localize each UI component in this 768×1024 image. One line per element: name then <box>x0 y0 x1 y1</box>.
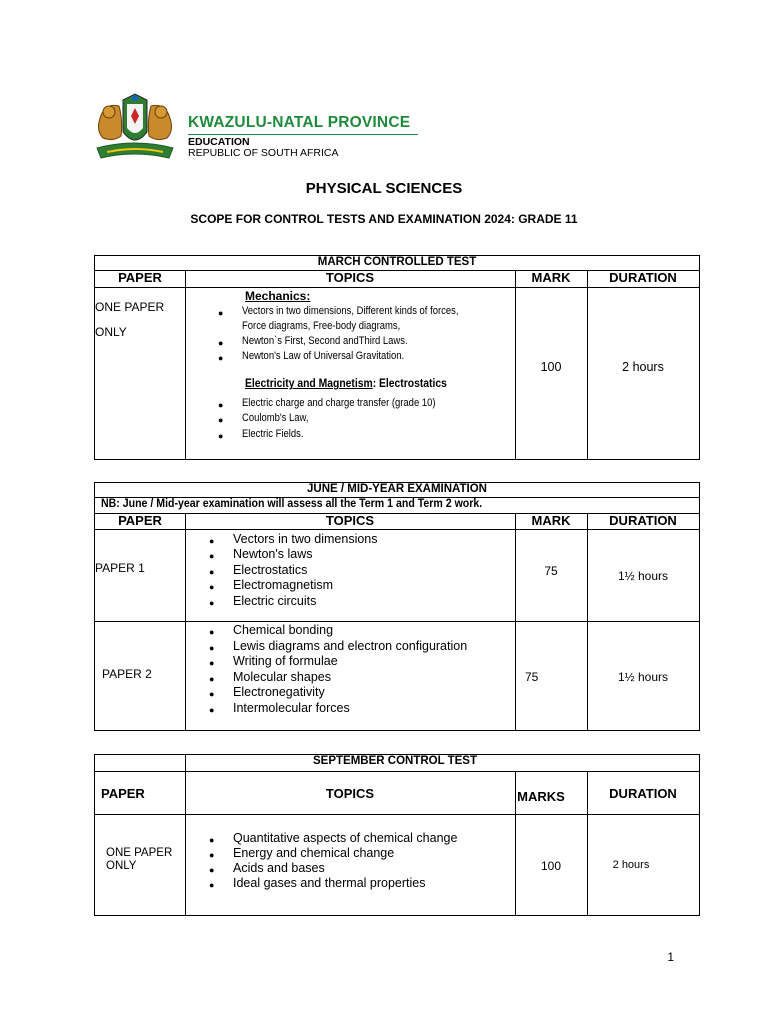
republic-name: REPUBLIC OF SOUTH AFRICA <box>188 147 339 159</box>
mechanics-topic: Vectors in two dimensions, Different kinds of forces, <box>242 305 459 317</box>
june-paper2-topic: Chemical bonding <box>233 623 334 637</box>
bullet-icon: ● <box>209 689 215 699</box>
page-number: 1 <box>667 950 674 964</box>
june-paper1-topic: Electromagnetism <box>233 578 334 592</box>
bullet-icon: ● <box>209 567 215 577</box>
mechanics-topic: Newton`s First, Second andThird Laws. <box>242 335 408 347</box>
june-paper2-topic: Writing of formulae <box>233 654 338 668</box>
bullet-icon: ● <box>209 643 215 653</box>
bullet-icon: ● <box>209 627 215 637</box>
bullet-icon: ● <box>209 850 215 860</box>
september-paper-line2: ONLY <box>106 860 137 872</box>
june-paper1-topic: Newton's laws <box>233 547 313 561</box>
march-col-paper: PAPER <box>118 270 162 285</box>
bullet-icon: ● <box>209 536 215 546</box>
june-paper2-topic: Intermolecular forces <box>233 701 350 715</box>
june-col-paper: PAPER <box>118 513 162 528</box>
page-subtitle: SCOPE FOR CONTROL TESTS AND EXAMINATION 2024: GRADE 11 <box>190 212 578 226</box>
bullet-icon: ● <box>209 705 215 715</box>
province-name: KWAZULU-NATAL PROVINCE <box>188 114 411 131</box>
bullet-icon: ● <box>218 415 224 425</box>
september-mark: 100 <box>540 859 562 873</box>
june-paper2-name: PAPER 2 <box>102 667 152 681</box>
june-paper2-topic: Lewis diagrams and electron configuration <box>233 639 468 653</box>
september-col-topics: TOPICS <box>325 786 375 801</box>
september-topic: Energy and chemical change <box>233 846 395 860</box>
september-col-duration: DURATION <box>609 786 677 801</box>
september-table <box>94 754 700 916</box>
september-col-paper: PAPER <box>101 786 145 801</box>
march-paper-line1: ONE PAPER <box>95 300 165 314</box>
bullet-icon: ● <box>209 658 215 668</box>
june-paper1-duration: 1½ hours <box>617 569 669 583</box>
electricity-topic: Electric Fields. <box>242 428 304 440</box>
bullet-icon: ● <box>218 400 224 410</box>
bullet-icon: ● <box>209 835 215 845</box>
september-topic: Acids and bases <box>233 861 325 875</box>
september-topic: Quantitative aspects of chemical change <box>233 831 458 845</box>
header-divider <box>188 134 418 135</box>
electricity-topic: Electric charge and charge transfer (grade 10) <box>242 397 436 409</box>
june-paper2-topic: Electronegativity <box>233 685 325 699</box>
june-title: JUNE / MID-YEAR EXAMINATION <box>307 483 487 495</box>
mechanics-heading: Mechanics: <box>245 289 311 303</box>
bullet-icon: ● <box>209 598 215 608</box>
september-topic: Ideal gases and thermal properties <box>233 876 426 890</box>
june-paper2-duration: 1½ hours <box>617 670 669 684</box>
mechanics-topic-continued: Force diagrams, Free-body diagrams, <box>242 320 401 332</box>
september-duration: 2 hours <box>612 859 650 871</box>
june-paper1-name: PAPER 1 <box>95 561 145 575</box>
march-duration: 2 hours <box>622 360 664 374</box>
bullet-icon: ● <box>209 674 215 684</box>
march-table <box>94 255 700 460</box>
september-title: SEPTEMBER CONTROL TEST <box>313 755 477 767</box>
june-paper1-topic: Vectors in two dimensions <box>233 532 378 546</box>
electricity-heading-sub: : Electrostatics <box>372 378 447 390</box>
march-col-topics: TOPICS <box>325 270 375 285</box>
june-table <box>94 482 700 731</box>
coat-of-arms-icon <box>93 92 177 164</box>
bullet-icon: ● <box>218 308 224 318</box>
june-col-mark: MARK <box>531 513 571 528</box>
june-paper1-topic: Electrostatics <box>233 563 308 577</box>
march-paper-line2: ONLY <box>95 325 127 339</box>
bullet-icon: ● <box>209 880 215 890</box>
page-title: PHYSICAL SCIENCES <box>305 180 463 197</box>
march-mark: 100 <box>540 360 562 374</box>
september-paper-line1: ONE PAPER <box>106 847 173 859</box>
june-col-topics: TOPICS <box>325 513 375 528</box>
department-name: EDUCATION <box>188 136 250 148</box>
june-paper1-mark: 75 <box>544 564 558 578</box>
september-col-mark: MARKS <box>517 789 565 804</box>
june-paper2-mark: 75 <box>525 670 539 684</box>
electricity-heading-main: Electricity and Magnetism <box>245 378 373 390</box>
electricity-topic: Coulomb's Law, <box>242 412 309 424</box>
march-col-mark: MARK <box>531 270 571 285</box>
march-title: MARCH CONTROLLED TEST <box>317 256 477 268</box>
bullet-icon: ● <box>209 865 215 875</box>
june-paper2-topic: Molecular shapes <box>233 670 331 684</box>
electricity-heading <box>245 378 447 390</box>
march-col-duration: DURATION <box>609 270 677 285</box>
bullet-icon: ● <box>209 551 215 561</box>
bullet-icon: ● <box>209 582 215 592</box>
bullet-icon: ● <box>218 338 224 348</box>
june-col-duration: DURATION <box>609 513 677 528</box>
mechanics-topic: Newton's Law of Universal Gravitation. <box>242 350 405 362</box>
bullet-icon: ● <box>218 431 224 441</box>
june-paper1-topic: Electric circuits <box>233 594 317 608</box>
june-note: NB: June / Mid-year examination will assess all the Term 1 and Term 2 work. <box>101 498 483 510</box>
bullet-icon: ● <box>218 353 224 363</box>
